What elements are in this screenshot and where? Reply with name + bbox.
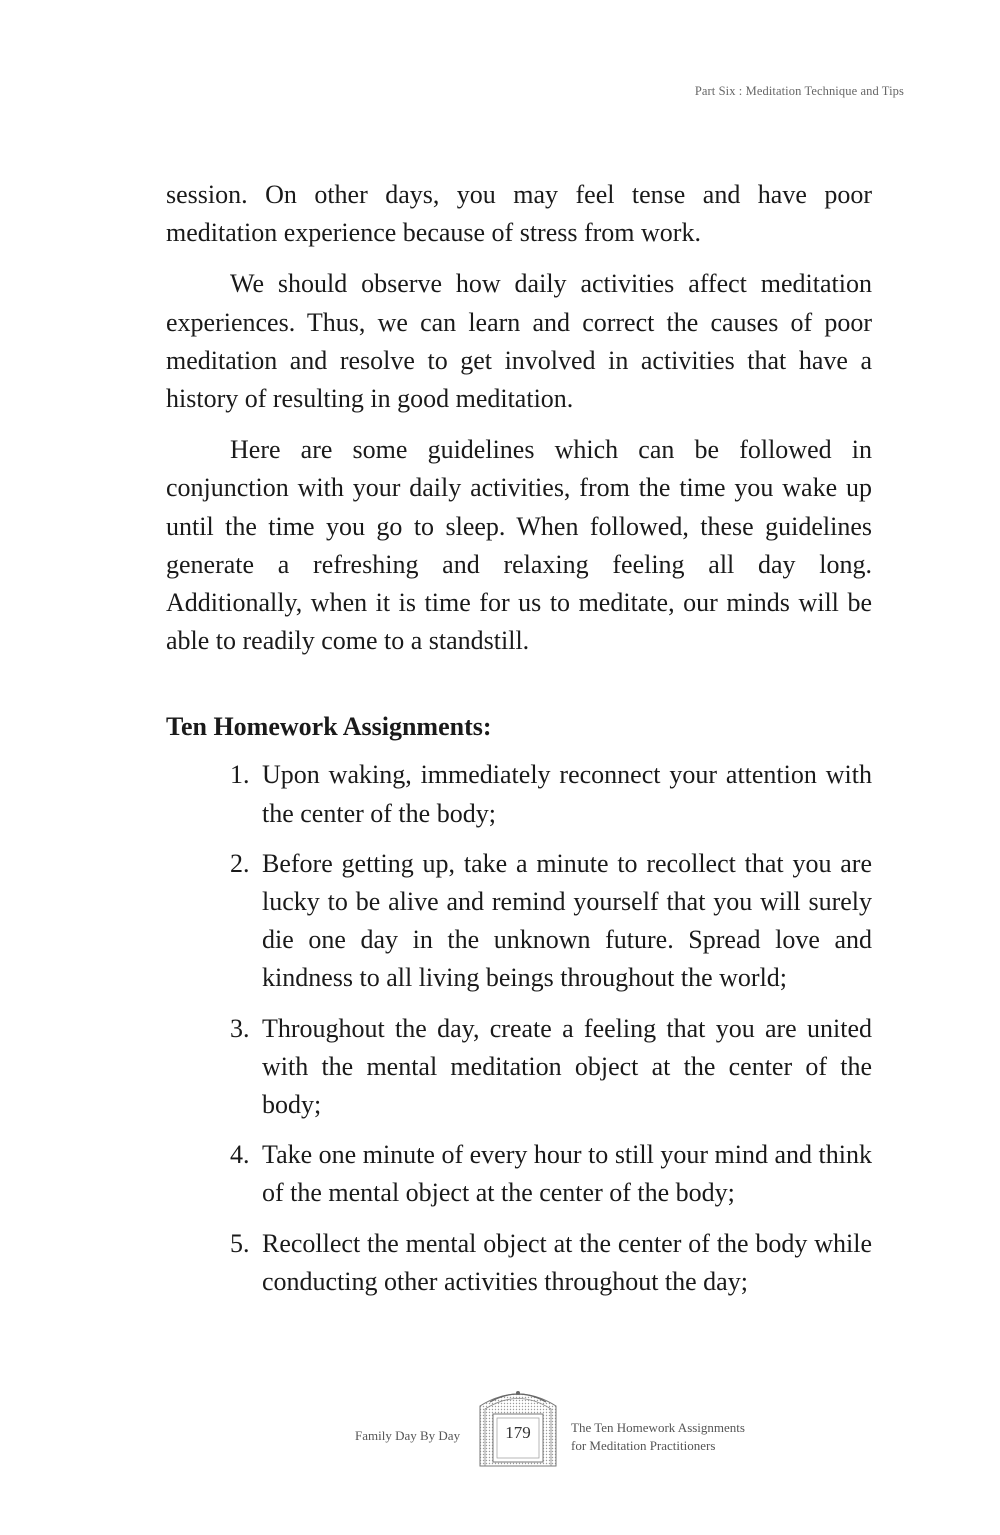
section-heading: Ten Homework Assignments: xyxy=(166,712,492,742)
list-item xyxy=(166,1225,872,1301)
list-item-text: Recollect the mental object at the center of the body while conducting other activities throughout the day; xyxy=(262,1228,872,1296)
paragraph-1: session. On other days, you may feel tense and have poor meditation experience because of stress from work. xyxy=(166,180,872,248)
footer-chapter-line-2: for Meditation Practitioners xyxy=(571,1438,716,1453)
list-item-number: 5. xyxy=(230,1228,250,1258)
list-item-text: Take one minute of every hour to still your mind and think of the mental object at the center of the body; xyxy=(262,1140,872,1208)
list-item xyxy=(166,1136,872,1212)
list-item-number: 4. xyxy=(230,1140,250,1170)
list-item-number: 2. xyxy=(230,848,250,878)
running-header: Part Six : Meditation Technique and Tips xyxy=(694,84,904,98)
footer-chapter-title xyxy=(571,1419,745,1455)
list-item xyxy=(166,1010,872,1125)
page-number: 179 xyxy=(505,1423,531,1442)
list-item-text: Before getting up, take a minute to recollect that you are lucky to be alive and remind yourself that you will surely die one day in the unknown future. Spread love and kindness to all living beings throughout the world; xyxy=(262,848,872,993)
assignment-list xyxy=(166,756,872,1301)
list-item-text: Upon waking, immediately reconnect your attention with the center of the body; xyxy=(262,760,872,828)
list-item xyxy=(166,756,872,832)
paragraph-2: We should observe how daily activities affect meditation experiences. Thus, we can learn and correct the causes of poor meditation and resolve to get involved in activities that have a history of resulting in good meditation. xyxy=(166,269,872,414)
footer-book-title: Family Day By Day xyxy=(355,1428,461,1443)
paragraph-3: Here are some guidelines which can be followed in conjunction with your daily activities, from the time you wake up until the time you go to sleep. When followed, these guidelines generate a refreshing and relaxing feeling all day long. Additionally, when it is time for us to meditate, our minds will be able to readily come to a standstill. xyxy=(166,435,872,656)
page-body xyxy=(166,176,872,1313)
list-item xyxy=(166,845,872,998)
footer-chapter-line-1: The Ten Homework Assignments xyxy=(571,1420,745,1435)
list-item-text: Throughout the day, create a feeling that you are united with the mental meditation object at the center of the body; xyxy=(262,1013,872,1120)
list-item-number: 1. xyxy=(230,760,250,790)
list-item-number: 3. xyxy=(230,1013,250,1043)
